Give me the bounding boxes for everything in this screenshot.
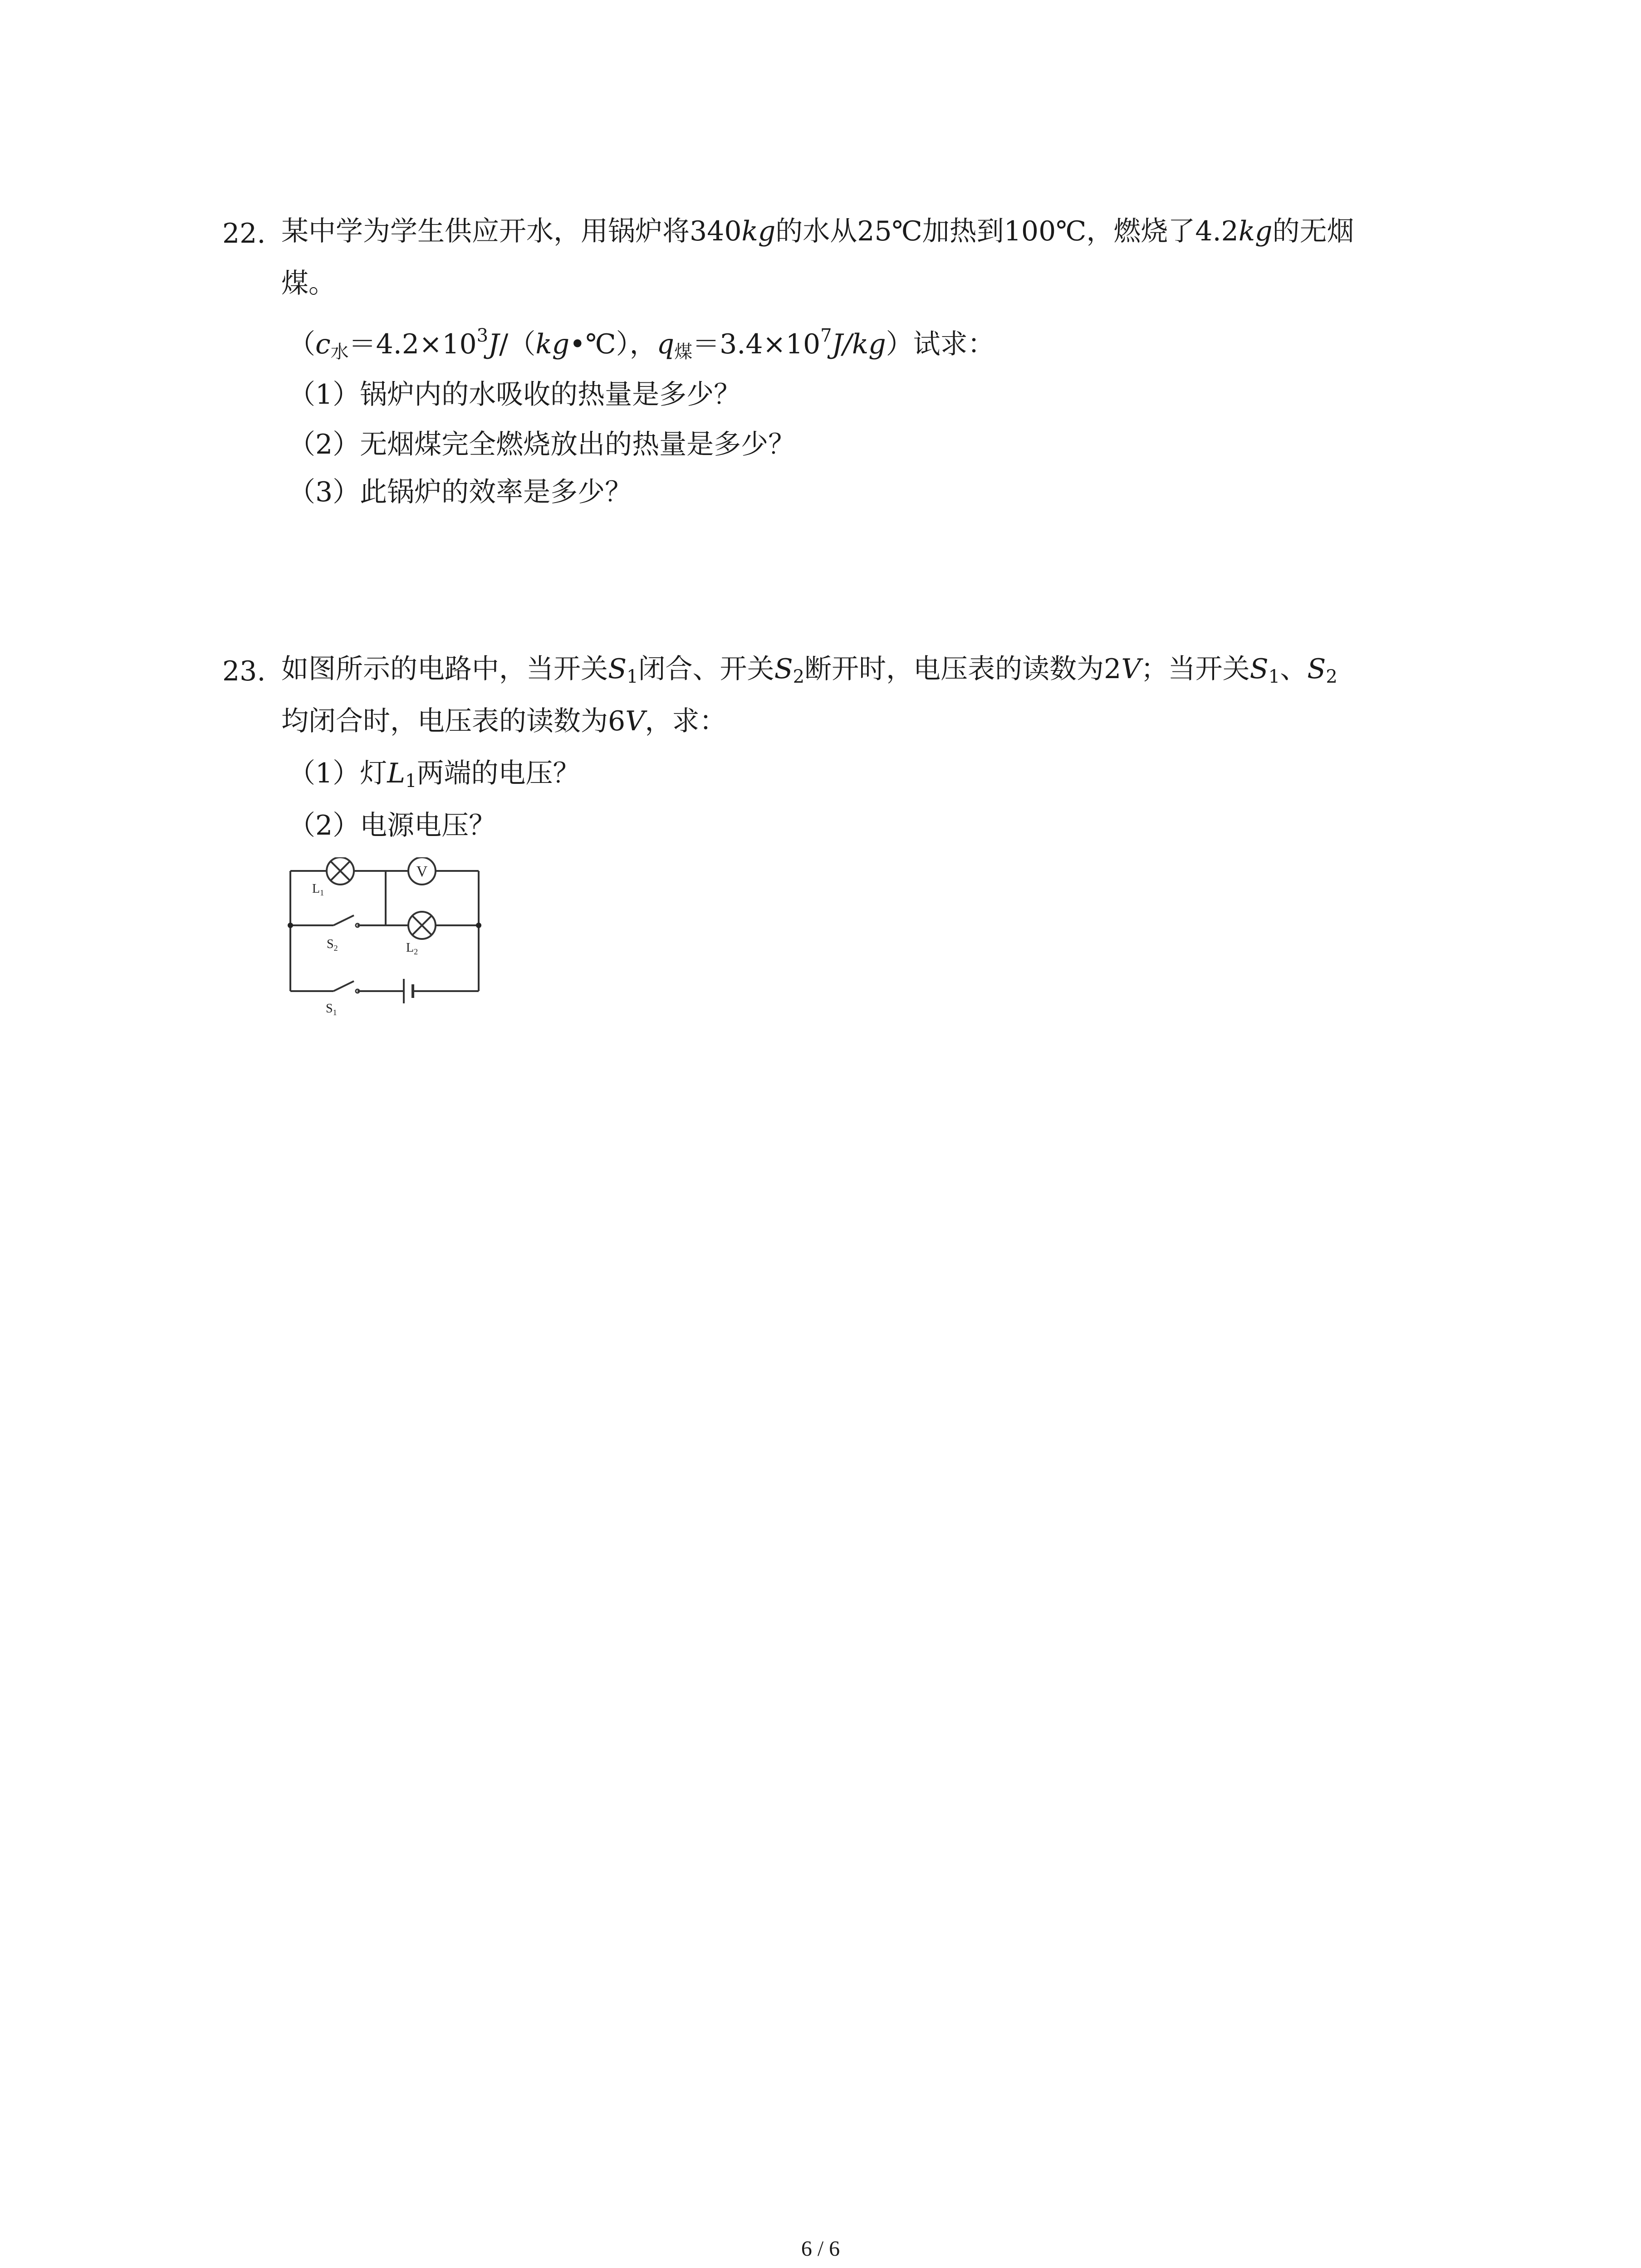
lamp-l2-icon — [408, 912, 436, 939]
voltmeter-icon — [408, 857, 436, 885]
q22-line2: 煤。 — [281, 268, 336, 299]
q23-number: 23. — [222, 655, 266, 687]
q23-line1: 如图所示的电路中，当开关$S_1$闭合、开关$S_2$断开时，电压表的读数为2V；当开关$S_1$、$S_2$ — [281, 653, 1337, 687]
q22-sub2: （2）无烟煤完全燃烧放出的热量是多少？ — [288, 429, 796, 460]
switch-s1-blade — [333, 981, 354, 991]
q22-line1: 某中学为学生供应开水，用锅炉将340kg的水从25℃加热到100℃，燃烧了4.2kg的无烟 — [281, 215, 1354, 247]
svg-text:V: V — [416, 863, 428, 880]
lamp-l1-label: $L_1$ — [312, 882, 324, 897]
q22-number: 22. — [222, 218, 266, 249]
q23-sub1: （1）灯$L_1$两端的电压？ — [288, 758, 580, 792]
lamp-l1-icon — [327, 857, 354, 885]
switch-s2-blade — [333, 915, 354, 925]
q22-given: （$c_水=4.2\times 10^3J/(kg•℃)$，$q_煤=3.4\times 10^7J/kg$）试求： — [288, 325, 995, 362]
q23-line2: 均闭合时，电压表的读数为6V，求： — [281, 705, 727, 737]
q22-sub3: （3）此锅炉的效率是多少？ — [288, 476, 632, 508]
q22-sub1: （1）锅炉内的水吸收的热量是多少？ — [288, 379, 741, 411]
circuit-diagram — [272, 857, 535, 1021]
switch-s2-label: $S_2$ — [327, 937, 338, 953]
junction-right — [476, 923, 481, 928]
switch-s1-label: $S_1$ — [326, 1002, 337, 1017]
junction-left — [288, 923, 293, 928]
page-number: 6 / 6 — [801, 2237, 840, 2261]
q23-sub2: （2）电源电压？ — [288, 810, 496, 841]
lamp-l2-label: $L_2$ — [406, 941, 418, 956]
